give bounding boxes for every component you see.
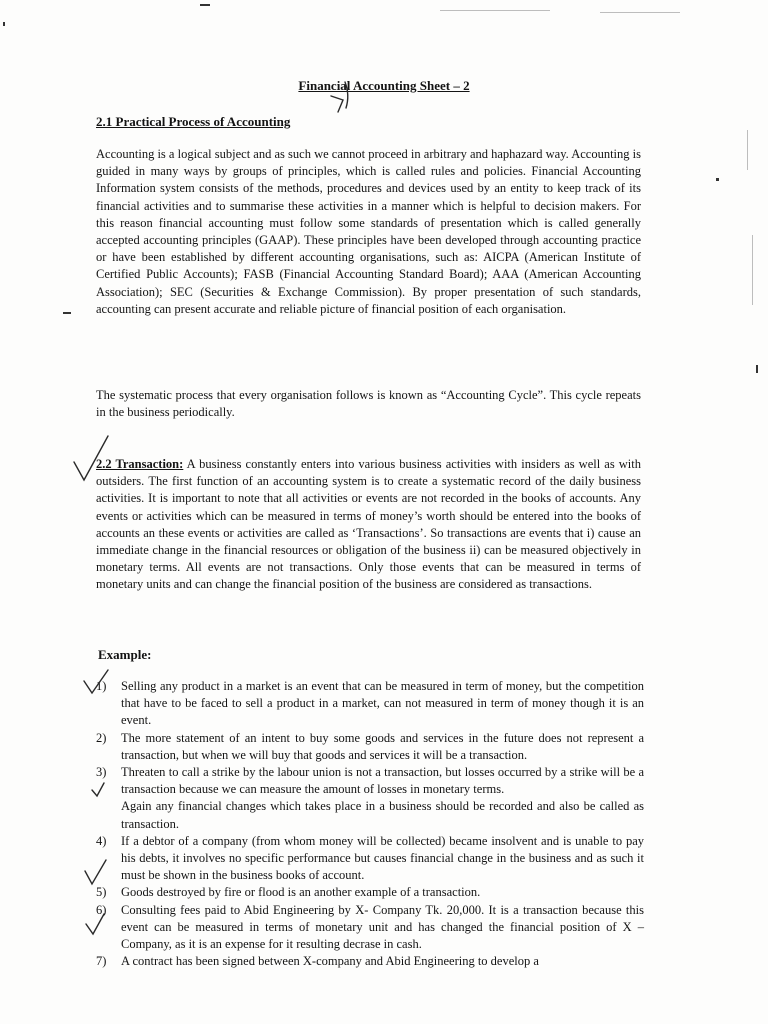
example-item-number: 4): [96, 833, 107, 848]
scan-speck-icon: [716, 178, 719, 181]
example-item-number: 3): [96, 765, 107, 780]
example-heading: Example:: [98, 647, 152, 662]
section-heading-2-1: 2.1 Practical Process of Accounting: [96, 114, 291, 129]
pen-stroke-icon: [331, 96, 343, 112]
example-item-text: The more statement of an intent to buy some goods and services in the future does not represent a transaction, but when we will buy that goods and services it will be a transaction.: [121, 730, 644, 762]
example-item-text: Selling any product in a market is an event that can be measured in term of money, but the competition that have to be faced to sell a product in a market, can not measured in term of money though it is an event.: [121, 679, 644, 728]
transaction-body: A business constantly enters into various business activities with insiders as well as with outsiders. The first function of an accounting system is to create a systematic record of the daily business activities. It is important to note that all activities or events are not recorded in the books of accounts. Any events or activities which can be measured in terms of money’s worth should be entered into the books of accounts an these events or activities are called as ‘Transactions’. So transactions are events that i) cause an immediate change in the financial resources or obligation of the business ii) can be measured objectively in monetary terms. All events are not transactions. Only those events that can be measured in terms of monetary units and can change the financial position of the business are considered as transactions.: [96, 457, 641, 592]
example-item-note: Again any financial changes which takes place in a business should be recorded and also be called as transaction.: [121, 799, 644, 831]
margin-dash-icon: [63, 312, 71, 314]
example-item-number: 2): [96, 730, 107, 745]
example-item: [96, 884, 644, 901]
example-item-text: A contract has been signed between X-company and Abid Engineering to develop a: [121, 954, 539, 969]
example-item-number: 1): [96, 679, 107, 693]
example-item: [96, 678, 644, 730]
page-title: Financial Accounting Sheet – 2: [298, 78, 470, 93]
scan-speck-icon: [756, 365, 758, 373]
example-item-text: Threaten to call a strike by the labour union is not a transaction, but losses occurred by a strike will be a transaction because we can measure the amount of losses in monetary terms.: [121, 765, 644, 797]
example-item-number: 7): [96, 954, 107, 969]
paragraph-accounting-principles: Accounting is a logical subject and as such we cannot proceed in arbitrary and haphazard way. Accounting is guided in many ways by groups of principles, which is called rules and policies. Financial Accounting Information system consists of the methods, procedures and devices used by an entity to keep track of its financial activities and to summarise these activities in a manner which is helpful to decision makers. For this reason financial accounting must follow some standards of presentation which is called generally accepted accounting principles (GAAP). These principles have been developed through accounting practice or have been established by different accounting organisations, such as: AICPA (American Institute of Certified Public Accounts); FASB (Financial Accounting Standard Board); AAA (American Accounting Association); SEC (Securities & Exchange Commission). By proper presentation of such standards, accounting can present accurate and reliable picture of financial position of each organisation.: [96, 147, 641, 316]
example-list: [96, 678, 644, 970]
example-item-number: 5): [96, 885, 107, 900]
example-item: [96, 902, 644, 954]
example-item: [96, 953, 644, 970]
section-heading-2-2: 2.2 Transaction:: [96, 457, 184, 471]
example-item: [96, 833, 644, 885]
scan-speck-icon: [200, 4, 210, 6]
example-item-text: Goods destroyed by fire or flood is an another example of a transaction.: [121, 885, 481, 900]
example-item: [96, 764, 644, 833]
example-item-text: Consulting fees paid to Abid Engineering by X- Company Tk. 20,000. It is a transaction because this event can be measured in terms of monetary unit and has changed the financial position of X – Company, as it is an expense for it resulting decrase in cash.: [121, 902, 644, 952]
paragraph-accounting-cycle: The systematic process that every organisation follows is known as “Accounting Cycle”. This cycle repeats in the business periodically.: [96, 388, 641, 420]
example-item: [96, 730, 644, 764]
paragraph-transaction: [96, 456, 641, 594]
example-item-number: 6): [96, 902, 107, 917]
example-item-text: If a debtor of a company (from whom money will be collected) became insolvent and is unable to pay his debts, it involves no specific performance but causes financial change in the business and as such it must be shown in the business books of account.: [121, 833, 644, 883]
scan-speck-icon: [3, 22, 5, 26]
